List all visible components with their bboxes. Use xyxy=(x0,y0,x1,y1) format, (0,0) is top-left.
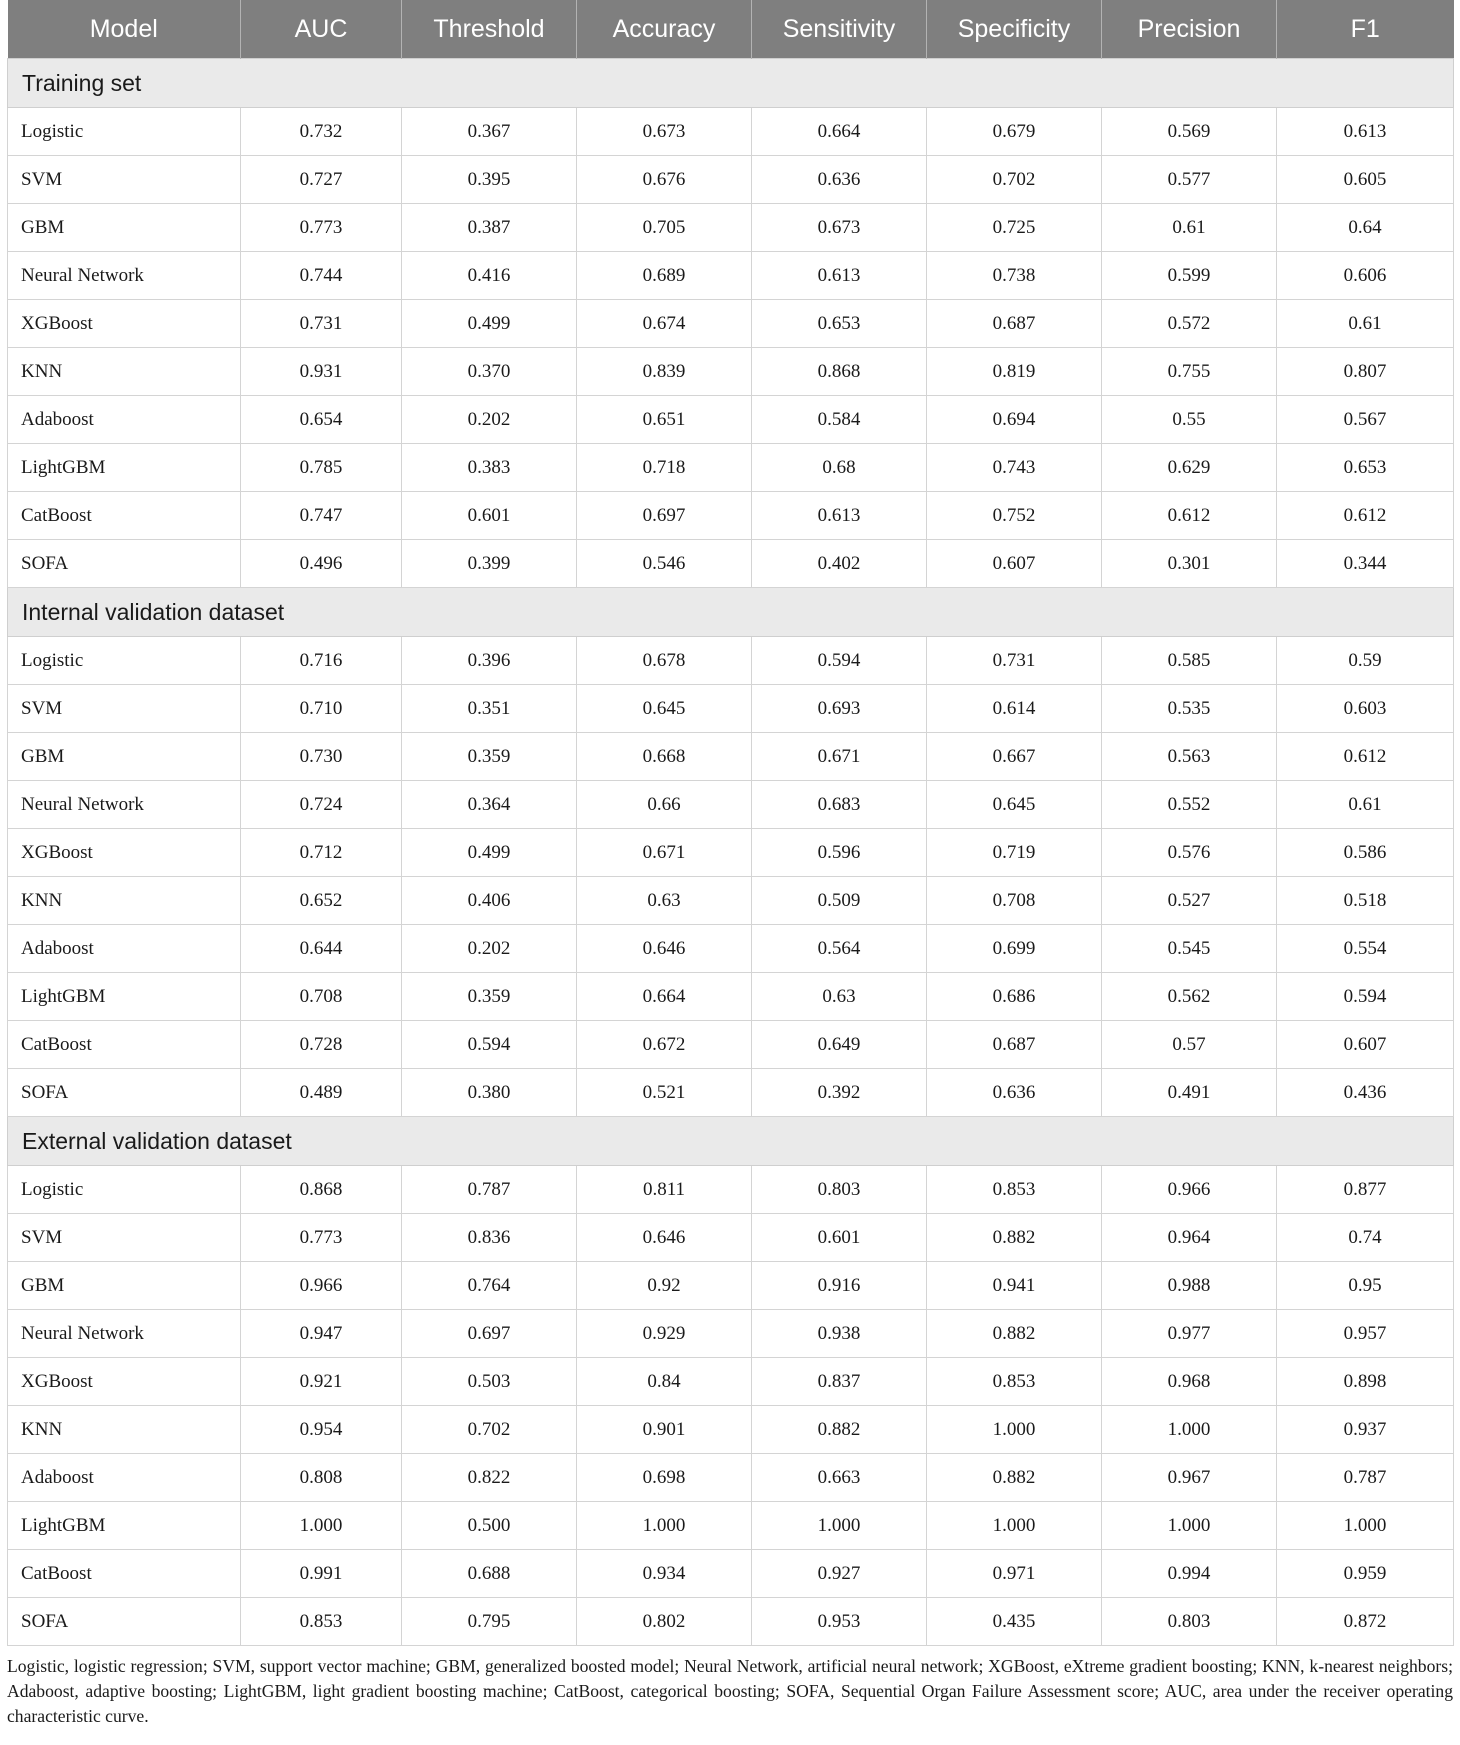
cell-sensitivity: 0.392 xyxy=(752,1069,927,1117)
cell-precision: 0.994 xyxy=(1102,1550,1277,1598)
cell-model: XGBoost xyxy=(8,829,241,877)
cell-specificity: 0.667 xyxy=(927,733,1102,781)
cell-model: SVM xyxy=(8,156,241,204)
cell-accuracy: 0.689 xyxy=(577,252,752,300)
cell-threshold: 0.764 xyxy=(402,1262,577,1310)
table-row xyxy=(8,1214,1454,1262)
table-row xyxy=(8,204,1454,252)
header-threshold: Threshold xyxy=(402,0,577,59)
cell-threshold: 0.416 xyxy=(402,252,577,300)
cell-f1: 0.61 xyxy=(1277,781,1454,829)
cell-f1: 0.554 xyxy=(1277,925,1454,973)
cell-sensitivity: 0.664 xyxy=(752,108,927,156)
table-footnote: Logistic, logistic regression; SVM, support vector machine; GBM, generalized boosted model; Neural Network, artificial neural network; XGBoost, eXtreme gradient boosting; KNN, k-nearest neighbors; Adaboost, adaptive boosting; LightGBM, light gradient boosting machine; CatBoost, categorical boosting; SOFA, Sequential Organ Failure Assessment score; AUC, area under the receiver operating characteristic curve. xyxy=(7,1656,1453,1726)
cell-sensitivity: 0.653 xyxy=(752,300,927,348)
cell-accuracy: 0.521 xyxy=(577,1069,752,1117)
cell-precision: 0.803 xyxy=(1102,1598,1277,1646)
cell-model: GBM xyxy=(8,1262,241,1310)
cell-precision: 0.563 xyxy=(1102,733,1277,781)
table-row xyxy=(8,781,1454,829)
cell-auc: 0.773 xyxy=(241,1214,402,1262)
cell-model: Adaboost xyxy=(8,925,241,973)
cell-auc: 0.868 xyxy=(241,1166,402,1214)
table-row xyxy=(8,1262,1454,1310)
cell-f1: 0.436 xyxy=(1277,1069,1454,1117)
cell-f1: 0.606 xyxy=(1277,252,1454,300)
table-row xyxy=(8,1454,1454,1502)
header-specificity: Specificity xyxy=(927,0,1102,59)
cell-f1: 0.612 xyxy=(1277,733,1454,781)
cell-sensitivity: 0.673 xyxy=(752,204,927,252)
cell-f1: 0.613 xyxy=(1277,108,1454,156)
cell-specificity: 0.725 xyxy=(927,204,1102,252)
cell-f1: 0.518 xyxy=(1277,877,1454,925)
cell-accuracy: 0.811 xyxy=(577,1166,752,1214)
cell-specificity: 0.636 xyxy=(927,1069,1102,1117)
cell-sensitivity: 0.594 xyxy=(752,637,927,685)
cell-sensitivity: 0.613 xyxy=(752,252,927,300)
cell-auc: 0.644 xyxy=(241,925,402,973)
cell-threshold: 0.383 xyxy=(402,444,577,492)
cell-sensitivity: 0.649 xyxy=(752,1021,927,1069)
cell-accuracy: 0.92 xyxy=(577,1262,752,1310)
cell-model: Neural Network xyxy=(8,252,241,300)
cell-auc: 0.808 xyxy=(241,1454,402,1502)
cell-threshold: 0.500 xyxy=(402,1502,577,1550)
cell-precision: 0.552 xyxy=(1102,781,1277,829)
cell-sensitivity: 1.000 xyxy=(752,1502,927,1550)
cell-precision: 0.572 xyxy=(1102,300,1277,348)
cell-f1: 0.594 xyxy=(1277,973,1454,1021)
cell-specificity: 0.694 xyxy=(927,396,1102,444)
cell-threshold: 0.795 xyxy=(402,1598,577,1646)
cell-threshold: 0.503 xyxy=(402,1358,577,1406)
table-row xyxy=(8,877,1454,925)
cell-precision: 0.545 xyxy=(1102,925,1277,973)
cell-auc: 0.853 xyxy=(241,1598,402,1646)
cell-accuracy: 0.671 xyxy=(577,829,752,877)
cell-model: Adaboost xyxy=(8,396,241,444)
cell-model: GBM xyxy=(8,204,241,252)
cell-accuracy: 0.668 xyxy=(577,733,752,781)
cell-specificity: 0.743 xyxy=(927,444,1102,492)
table-row xyxy=(8,1166,1454,1214)
cell-precision: 0.577 xyxy=(1102,156,1277,204)
cell-accuracy: 0.673 xyxy=(577,108,752,156)
cell-specificity: 0.687 xyxy=(927,300,1102,348)
table-row xyxy=(8,685,1454,733)
cell-specificity: 0.853 xyxy=(927,1166,1102,1214)
cell-f1: 0.612 xyxy=(1277,492,1454,540)
cell-threshold: 0.370 xyxy=(402,348,577,396)
cell-f1: 0.877 xyxy=(1277,1166,1454,1214)
cell-model: GBM xyxy=(8,733,241,781)
cell-f1: 1.000 xyxy=(1277,1502,1454,1550)
cell-threshold: 0.601 xyxy=(402,492,577,540)
cell-auc: 0.712 xyxy=(241,829,402,877)
cell-precision: 0.569 xyxy=(1102,108,1277,156)
table-container xyxy=(7,0,1453,1646)
cell-precision: 1.000 xyxy=(1102,1502,1277,1550)
cell-model: LightGBM xyxy=(8,973,241,1021)
cell-model: CatBoost xyxy=(8,1550,241,1598)
header-auc: AUC xyxy=(241,0,402,59)
cell-threshold: 0.702 xyxy=(402,1406,577,1454)
cell-sensitivity: 0.868 xyxy=(752,348,927,396)
cell-specificity: 0.882 xyxy=(927,1454,1102,1502)
cell-accuracy: 0.672 xyxy=(577,1021,752,1069)
table-row xyxy=(8,444,1454,492)
cell-model: SVM xyxy=(8,1214,241,1262)
cell-sensitivity: 0.803 xyxy=(752,1166,927,1214)
cell-precision: 0.966 xyxy=(1102,1166,1277,1214)
cell-sensitivity: 0.927 xyxy=(752,1550,927,1598)
cell-threshold: 0.836 xyxy=(402,1214,577,1262)
cell-model: SOFA xyxy=(8,540,241,588)
cell-f1: 0.807 xyxy=(1277,348,1454,396)
cell-sensitivity: 0.693 xyxy=(752,685,927,733)
cell-auc: 0.489 xyxy=(241,1069,402,1117)
cell-precision: 0.576 xyxy=(1102,829,1277,877)
cell-auc: 0.966 xyxy=(241,1262,402,1310)
section-title: Internal validation dataset xyxy=(8,588,1454,637)
cell-f1: 0.61 xyxy=(1277,300,1454,348)
cell-sensitivity: 0.613 xyxy=(752,492,927,540)
cell-specificity: 0.614 xyxy=(927,685,1102,733)
cell-precision: 1.000 xyxy=(1102,1406,1277,1454)
cell-specificity: 0.687 xyxy=(927,1021,1102,1069)
cell-specificity: 0.645 xyxy=(927,781,1102,829)
cell-precision: 0.977 xyxy=(1102,1310,1277,1358)
cell-accuracy: 0.697 xyxy=(577,492,752,540)
cell-precision: 0.562 xyxy=(1102,973,1277,1021)
table-row xyxy=(8,300,1454,348)
cell-specificity: 0.731 xyxy=(927,637,1102,685)
cell-model: Logistic xyxy=(8,1166,241,1214)
cell-f1: 0.605 xyxy=(1277,156,1454,204)
cell-threshold: 0.688 xyxy=(402,1550,577,1598)
cell-specificity: 0.679 xyxy=(927,108,1102,156)
cell-precision: 0.585 xyxy=(1102,637,1277,685)
cell-sensitivity: 0.596 xyxy=(752,829,927,877)
table-row xyxy=(8,637,1454,685)
cell-threshold: 0.395 xyxy=(402,156,577,204)
cell-threshold: 0.406 xyxy=(402,877,577,925)
cell-model: CatBoost xyxy=(8,1021,241,1069)
cell-precision: 0.301 xyxy=(1102,540,1277,588)
cell-f1: 0.95 xyxy=(1277,1262,1454,1310)
cell-auc: 0.954 xyxy=(241,1406,402,1454)
cell-model: KNN xyxy=(8,348,241,396)
cell-accuracy: 0.929 xyxy=(577,1310,752,1358)
cell-specificity: 0.435 xyxy=(927,1598,1102,1646)
cell-model: Adaboost xyxy=(8,1454,241,1502)
cell-threshold: 0.202 xyxy=(402,396,577,444)
cell-sensitivity: 0.601 xyxy=(752,1214,927,1262)
cell-accuracy: 0.718 xyxy=(577,444,752,492)
section-row xyxy=(8,588,1454,637)
cell-model: KNN xyxy=(8,877,241,925)
cell-auc: 0.716 xyxy=(241,637,402,685)
cell-auc: 0.708 xyxy=(241,973,402,1021)
cell-threshold: 0.387 xyxy=(402,204,577,252)
cell-sensitivity: 0.837 xyxy=(752,1358,927,1406)
cell-f1: 0.586 xyxy=(1277,829,1454,877)
table-row xyxy=(8,1502,1454,1550)
cell-precision: 0.988 xyxy=(1102,1262,1277,1310)
cell-model: Neural Network xyxy=(8,781,241,829)
table-row xyxy=(8,348,1454,396)
cell-accuracy: 0.646 xyxy=(577,925,752,973)
cell-accuracy: 0.646 xyxy=(577,1214,752,1262)
section-title: Training set xyxy=(8,59,1454,108)
cell-threshold: 0.822 xyxy=(402,1454,577,1502)
cell-auc: 0.773 xyxy=(241,204,402,252)
cell-precision: 0.612 xyxy=(1102,492,1277,540)
cell-precision: 0.61 xyxy=(1102,204,1277,252)
cell-accuracy: 1.000 xyxy=(577,1502,752,1550)
cell-threshold: 0.351 xyxy=(402,685,577,733)
table-row xyxy=(8,108,1454,156)
cell-f1: 0.64 xyxy=(1277,204,1454,252)
cell-precision: 0.964 xyxy=(1102,1214,1277,1262)
cell-threshold: 0.499 xyxy=(402,829,577,877)
cell-model: SOFA xyxy=(8,1069,241,1117)
cell-sensitivity: 0.564 xyxy=(752,925,927,973)
cell-auc: 0.732 xyxy=(241,108,402,156)
cell-accuracy: 0.84 xyxy=(577,1358,752,1406)
cell-f1: 0.74 xyxy=(1277,1214,1454,1262)
cell-specificity: 1.000 xyxy=(927,1502,1102,1550)
cell-accuracy: 0.645 xyxy=(577,685,752,733)
cell-specificity: 0.882 xyxy=(927,1310,1102,1358)
cell-precision: 0.968 xyxy=(1102,1358,1277,1406)
cell-model: LightGBM xyxy=(8,444,241,492)
cell-precision: 0.755 xyxy=(1102,348,1277,396)
cell-auc: 1.000 xyxy=(241,1502,402,1550)
cell-threshold: 0.367 xyxy=(402,108,577,156)
cell-accuracy: 0.63 xyxy=(577,877,752,925)
cell-auc: 0.652 xyxy=(241,877,402,925)
cell-precision: 0.599 xyxy=(1102,252,1277,300)
cell-sensitivity: 0.938 xyxy=(752,1310,927,1358)
cell-accuracy: 0.664 xyxy=(577,973,752,1021)
cell-model: SOFA xyxy=(8,1598,241,1646)
table-row xyxy=(8,1598,1454,1646)
cell-accuracy: 0.66 xyxy=(577,781,752,829)
cell-threshold: 0.380 xyxy=(402,1069,577,1117)
cell-threshold: 0.396 xyxy=(402,637,577,685)
cell-auc: 0.727 xyxy=(241,156,402,204)
cell-model: CatBoost xyxy=(8,492,241,540)
cell-sensitivity: 0.953 xyxy=(752,1598,927,1646)
table-row xyxy=(8,492,1454,540)
cell-sensitivity: 0.68 xyxy=(752,444,927,492)
cell-sensitivity: 0.882 xyxy=(752,1406,927,1454)
cell-specificity: 0.607 xyxy=(927,540,1102,588)
cell-sensitivity: 0.509 xyxy=(752,877,927,925)
table-row xyxy=(8,156,1454,204)
header-f1: F1 xyxy=(1277,0,1454,59)
cell-specificity: 0.853 xyxy=(927,1358,1102,1406)
cell-precision: 0.535 xyxy=(1102,685,1277,733)
cell-sensitivity: 0.683 xyxy=(752,781,927,829)
cell-threshold: 0.499 xyxy=(402,300,577,348)
table-row xyxy=(8,252,1454,300)
table-row xyxy=(8,1406,1454,1454)
cell-accuracy: 0.674 xyxy=(577,300,752,348)
section-row xyxy=(8,1117,1454,1166)
cell-auc: 0.744 xyxy=(241,252,402,300)
cell-sensitivity: 0.584 xyxy=(752,396,927,444)
cell-auc: 0.730 xyxy=(241,733,402,781)
cell-threshold: 0.697 xyxy=(402,1310,577,1358)
cell-specificity: 0.941 xyxy=(927,1262,1102,1310)
cell-specificity: 0.971 xyxy=(927,1550,1102,1598)
table-row xyxy=(8,973,1454,1021)
header-row xyxy=(8,0,1454,59)
cell-model: Logistic xyxy=(8,108,241,156)
table-row xyxy=(8,925,1454,973)
cell-f1: 0.872 xyxy=(1277,1598,1454,1646)
cell-accuracy: 0.802 xyxy=(577,1598,752,1646)
cell-auc: 0.991 xyxy=(241,1550,402,1598)
cell-specificity: 0.686 xyxy=(927,973,1102,1021)
cell-sensitivity: 0.636 xyxy=(752,156,927,204)
cell-f1: 0.567 xyxy=(1277,396,1454,444)
model-performance-table xyxy=(7,0,1454,1646)
cell-specificity: 0.882 xyxy=(927,1214,1102,1262)
cell-threshold: 0.364 xyxy=(402,781,577,829)
cell-precision: 0.629 xyxy=(1102,444,1277,492)
cell-auc: 0.747 xyxy=(241,492,402,540)
cell-auc: 0.724 xyxy=(241,781,402,829)
cell-specificity: 0.702 xyxy=(927,156,1102,204)
section-title: External validation dataset xyxy=(8,1117,1454,1166)
cell-model: XGBoost xyxy=(8,300,241,348)
cell-auc: 0.710 xyxy=(241,685,402,733)
cell-precision: 0.527 xyxy=(1102,877,1277,925)
table-row xyxy=(8,1358,1454,1406)
cell-auc: 0.496 xyxy=(241,540,402,588)
cell-specificity: 1.000 xyxy=(927,1406,1102,1454)
cell-f1: 0.959 xyxy=(1277,1550,1454,1598)
cell-accuracy: 0.698 xyxy=(577,1454,752,1502)
cell-threshold: 0.399 xyxy=(402,540,577,588)
cell-specificity: 0.752 xyxy=(927,492,1102,540)
cell-accuracy: 0.839 xyxy=(577,348,752,396)
cell-f1: 0.957 xyxy=(1277,1310,1454,1358)
cell-precision: 0.57 xyxy=(1102,1021,1277,1069)
cell-accuracy: 0.934 xyxy=(577,1550,752,1598)
header-sensitivity: Sensitivity xyxy=(752,0,927,59)
cell-sensitivity: 0.402 xyxy=(752,540,927,588)
cell-model: LightGBM xyxy=(8,1502,241,1550)
cell-f1: 0.937 xyxy=(1277,1406,1454,1454)
cell-f1: 0.653 xyxy=(1277,444,1454,492)
cell-f1: 0.898 xyxy=(1277,1358,1454,1406)
cell-accuracy: 0.901 xyxy=(577,1406,752,1454)
table-row xyxy=(8,1550,1454,1598)
cell-threshold: 0.202 xyxy=(402,925,577,973)
cell-specificity: 0.819 xyxy=(927,348,1102,396)
cell-specificity: 0.699 xyxy=(927,925,1102,973)
cell-sensitivity: 0.916 xyxy=(752,1262,927,1310)
header-precision: Precision xyxy=(1102,0,1277,59)
cell-model: SVM xyxy=(8,685,241,733)
table-row xyxy=(8,540,1454,588)
table-row xyxy=(8,1021,1454,1069)
cell-f1: 0.603 xyxy=(1277,685,1454,733)
header-model: Model xyxy=(8,0,241,59)
table-body xyxy=(8,59,1454,1646)
cell-accuracy: 0.546 xyxy=(577,540,752,588)
cell-precision: 0.967 xyxy=(1102,1454,1277,1502)
cell-specificity: 0.738 xyxy=(927,252,1102,300)
cell-auc: 0.728 xyxy=(241,1021,402,1069)
cell-threshold: 0.787 xyxy=(402,1166,577,1214)
cell-threshold: 0.359 xyxy=(402,733,577,781)
cell-accuracy: 0.651 xyxy=(577,396,752,444)
cell-auc: 0.654 xyxy=(241,396,402,444)
cell-auc: 0.921 xyxy=(241,1358,402,1406)
cell-auc: 0.785 xyxy=(241,444,402,492)
cell-model: XGBoost xyxy=(8,1358,241,1406)
cell-accuracy: 0.678 xyxy=(577,637,752,685)
cell-specificity: 0.708 xyxy=(927,877,1102,925)
cell-accuracy: 0.676 xyxy=(577,156,752,204)
cell-auc: 0.731 xyxy=(241,300,402,348)
cell-f1: 0.59 xyxy=(1277,637,1454,685)
cell-auc: 0.947 xyxy=(241,1310,402,1358)
cell-accuracy: 0.705 xyxy=(577,204,752,252)
header-accuracy: Accuracy xyxy=(577,0,752,59)
cell-f1: 0.607 xyxy=(1277,1021,1454,1069)
table-row xyxy=(8,733,1454,781)
cell-sensitivity: 0.63 xyxy=(752,973,927,1021)
cell-threshold: 0.359 xyxy=(402,973,577,1021)
cell-model: Neural Network xyxy=(8,1310,241,1358)
cell-threshold: 0.594 xyxy=(402,1021,577,1069)
section-row xyxy=(8,59,1454,108)
cell-specificity: 0.719 xyxy=(927,829,1102,877)
cell-sensitivity: 0.663 xyxy=(752,1454,927,1502)
cell-f1: 0.344 xyxy=(1277,540,1454,588)
table-row xyxy=(8,1310,1454,1358)
cell-precision: 0.55 xyxy=(1102,396,1277,444)
table-row xyxy=(8,1069,1454,1117)
table-row xyxy=(8,829,1454,877)
cell-auc: 0.931 xyxy=(241,348,402,396)
cell-f1: 0.787 xyxy=(1277,1454,1454,1502)
cell-sensitivity: 0.671 xyxy=(752,733,927,781)
table-row xyxy=(8,396,1454,444)
cell-precision: 0.491 xyxy=(1102,1069,1277,1117)
cell-model: KNN xyxy=(8,1406,241,1454)
cell-model: Logistic xyxy=(8,637,241,685)
